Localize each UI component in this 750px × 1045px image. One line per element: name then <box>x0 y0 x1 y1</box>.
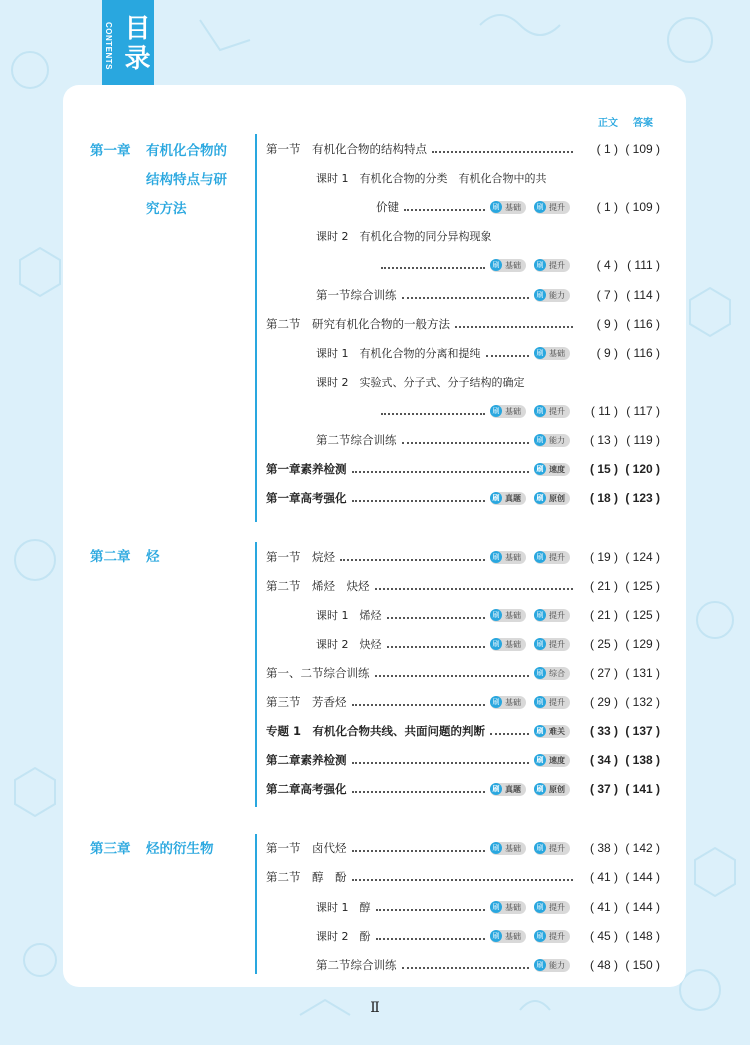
toc-row[interactable] <box>316 897 660 917</box>
tag-group <box>490 405 570 418</box>
page-refs <box>578 870 660 884</box>
tag-group <box>490 551 570 564</box>
toc-row[interactable] <box>376 401 660 421</box>
tag-text: 提升 <box>549 202 565 212</box>
text-page: ( 21 ) <box>589 608 618 622</box>
answer-page: ( 125 ) <box>625 608 660 622</box>
column-header-answer: 答案 <box>633 118 653 129</box>
tag-text: 速度 <box>549 464 565 474</box>
toc-label: 第一章高考强化 <box>266 491 347 505</box>
toc-row[interactable] <box>316 168 660 188</box>
toc-row[interactable] <box>266 314 660 334</box>
leader-dots <box>352 471 530 473</box>
practice-tag <box>534 201 570 214</box>
text-page: ( 48 ) <box>589 958 618 972</box>
tag-text: 基础 <box>505 406 521 416</box>
brush-icon: 刷 <box>534 725 546 737</box>
brush-icon: 刷 <box>534 201 546 213</box>
tag-group <box>490 259 570 272</box>
page-refs <box>578 929 660 943</box>
leader-dots <box>387 646 486 648</box>
answer-page: ( 125 ) <box>625 579 660 593</box>
tag-group <box>490 930 570 943</box>
tag-group <box>490 696 570 709</box>
tag-group <box>534 289 570 302</box>
practice-tag <box>490 405 526 418</box>
tag-group <box>490 609 570 622</box>
brush-icon: 刷 <box>534 609 546 621</box>
tag-text: 真题 <box>505 493 521 503</box>
practice-tag <box>534 901 570 914</box>
page-refs <box>578 346 660 360</box>
practice-tag <box>490 696 526 709</box>
answer-page: ( 142 ) <box>625 841 660 855</box>
toc-row[interactable] <box>266 692 660 712</box>
practice-tag <box>534 696 570 709</box>
toc-label: 第一、二节综合训练 <box>266 666 370 680</box>
toc-row[interactable] <box>266 576 660 596</box>
leader-dots <box>352 704 486 706</box>
brush-icon: 刷 <box>490 405 502 417</box>
answer-page: ( 132 ) <box>625 695 660 709</box>
text-page: ( 25 ) <box>589 637 618 651</box>
tag-text: 能力 <box>549 435 565 445</box>
tag-group <box>534 463 570 476</box>
brush-icon: 刷 <box>534 347 546 359</box>
answer-page: ( 109 ) <box>625 142 660 156</box>
chapter-2-divider <box>255 542 257 807</box>
toc-label: 课时 2 炔烃 <box>316 638 382 651</box>
page-refs <box>578 288 660 302</box>
answer-page: ( 124 ) <box>625 550 660 564</box>
toc-row[interactable] <box>316 372 660 392</box>
tag-text: 提升 <box>549 843 565 853</box>
page-refs <box>578 491 660 505</box>
answer-page: ( 114 ) <box>626 288 660 302</box>
tag-group <box>490 492 570 505</box>
toc-label: 第二节综合训练 <box>316 433 397 447</box>
leader-dots <box>455 326 573 328</box>
page-refs <box>578 608 660 622</box>
chapter-title-line: 结构特点与研 <box>146 172 227 188</box>
text-page: ( 37 ) <box>589 782 618 796</box>
toc-row[interactable] <box>376 197 660 217</box>
answer-page: ( 148 ) <box>625 929 660 943</box>
brush-icon: 刷 <box>490 551 502 563</box>
page-refs <box>578 637 660 651</box>
brush-icon: 刷 <box>534 259 546 271</box>
leader-dots <box>404 209 485 211</box>
text-page: ( 9 ) <box>596 317 618 331</box>
toc-row[interactable] <box>266 139 660 159</box>
leader-dots <box>402 967 530 969</box>
text-page: ( 21 ) <box>589 579 618 593</box>
brush-icon: 刷 <box>490 696 502 708</box>
tag-text: 提升 <box>549 902 565 912</box>
practice-tag <box>490 551 526 564</box>
brush-icon: 刷 <box>534 405 546 417</box>
toc-label: 第一节综合训练 <box>316 288 397 302</box>
practice-tag <box>534 609 570 622</box>
practice-tag <box>534 754 570 767</box>
tag-text: 基础 <box>505 552 521 562</box>
practice-tag <box>534 959 570 972</box>
answer-page: ( 111 ) <box>627 258 660 272</box>
brush-icon: 刷 <box>490 901 502 913</box>
contents-title: 目录 <box>120 14 150 74</box>
answer-page: ( 129 ) <box>625 637 660 651</box>
answer-page: ( 131 ) <box>625 666 660 680</box>
toc-row[interactable] <box>266 547 660 567</box>
chapter-1-title[interactable] <box>90 137 250 224</box>
chapter-3-divider <box>255 834 257 974</box>
page-refs <box>578 462 660 476</box>
page-refs <box>578 404 660 418</box>
toc-row[interactable] <box>266 459 660 479</box>
leader-dots <box>387 617 486 619</box>
toc-row[interactable] <box>376 255 660 275</box>
answer-page: ( 119 ) <box>626 433 660 447</box>
tag-text: 基础 <box>505 902 521 912</box>
toc-row[interactable] <box>266 838 660 858</box>
answer-page: ( 141 ) <box>625 782 660 796</box>
practice-tag <box>534 492 570 505</box>
page-refs <box>578 695 660 709</box>
brush-icon: 刷 <box>490 259 502 271</box>
tag-text: 基础 <box>505 639 521 649</box>
practice-tag <box>534 930 570 943</box>
text-page: ( 34 ) <box>589 753 618 767</box>
brush-icon: 刷 <box>534 667 546 679</box>
tag-text: 真题 <box>505 784 521 794</box>
text-page: ( 4 ) <box>596 258 618 272</box>
toc-row[interactable] <box>316 926 660 946</box>
page-refs <box>578 142 660 156</box>
toc-row[interactable] <box>316 226 660 246</box>
practice-tag <box>490 201 526 214</box>
practice-tag <box>534 434 570 447</box>
leader-dots <box>381 267 485 269</box>
brush-icon: 刷 <box>534 901 546 913</box>
brush-icon: 刷 <box>490 609 502 621</box>
tag-text: 能力 <box>549 290 565 300</box>
leader-dots <box>381 413 485 415</box>
leader-dots <box>340 559 485 561</box>
toc-row[interactable] <box>316 343 660 363</box>
text-page: ( 33 ) <box>589 724 618 738</box>
chapter-number: 第三章 <box>90 841 131 857</box>
toc-row[interactable] <box>266 779 660 799</box>
tag-group <box>490 638 570 651</box>
tag-group <box>490 901 570 914</box>
contents-subtitle: CONTENTS <box>104 22 113 70</box>
answer-page: ( 116 ) <box>626 346 660 360</box>
toc-row[interactable] <box>266 750 660 770</box>
chapter-2-title[interactable] <box>90 543 250 572</box>
answer-page: ( 109 ) <box>625 200 660 214</box>
brush-icon: 刷 <box>534 783 546 795</box>
brush-icon: 刷 <box>490 930 502 942</box>
leader-dots <box>352 850 486 852</box>
practice-tag <box>490 842 526 855</box>
brush-icon: 刷 <box>534 492 546 504</box>
practice-tag <box>534 638 570 651</box>
page-refs <box>578 666 660 680</box>
toc-label: 第二章素养检测 <box>266 753 347 767</box>
toc-label: 第一章素养检测 <box>266 462 347 476</box>
toc-label: 课时 2 有机化合物的同分异构现象 <box>316 230 492 243</box>
text-page: ( 41 ) <box>589 870 618 884</box>
practice-tag <box>534 405 570 418</box>
practice-tag <box>534 347 570 360</box>
practice-tag <box>534 463 570 476</box>
toc-label: 第二节 烯烃 炔烃 <box>266 579 370 593</box>
toc-row[interactable] <box>266 663 660 683</box>
brush-icon: 刷 <box>534 842 546 854</box>
brush-icon: 刷 <box>534 289 546 301</box>
page-refs <box>578 753 660 767</box>
leader-dots <box>352 791 486 793</box>
toc-label: 课时 1 醇 <box>316 901 371 914</box>
answer-page: ( 144 ) <box>625 900 660 914</box>
toc-row[interactable] <box>266 488 660 508</box>
chapter-number: 第二章 <box>90 549 131 565</box>
brush-icon: 刷 <box>490 638 502 650</box>
toc-label: 专题 1 有机化合物共线、共面问题的判断 <box>266 724 486 738</box>
page-refs <box>578 724 660 738</box>
page-refs <box>578 317 660 331</box>
chapter-title-line: 有机化合物的 <box>146 143 227 159</box>
toc-row[interactable] <box>316 634 660 654</box>
toc-row[interactable] <box>316 605 660 625</box>
tag-text: 提升 <box>549 610 565 620</box>
leader-dots <box>376 909 486 911</box>
brush-icon: 刷 <box>490 783 502 795</box>
tag-text: 速度 <box>549 755 565 765</box>
leader-dots <box>490 733 529 735</box>
text-page: ( 7 ) <box>596 288 618 302</box>
brush-icon: 刷 <box>534 434 546 446</box>
toc-label: 课时 1 烯烃 <box>316 609 382 622</box>
practice-tag <box>490 930 526 943</box>
toc-label: 课时 1 有机化合物的分类 有机化合物中的共 <box>316 172 547 185</box>
text-page: ( 9 ) <box>596 346 618 360</box>
tag-group <box>534 959 570 972</box>
column-header-text: 正文 <box>598 118 618 129</box>
tag-text: 综合 <box>549 668 565 678</box>
toc-row[interactable] <box>266 721 660 741</box>
tag-group <box>490 201 570 214</box>
toc-label: 第二节综合训练 <box>316 958 397 972</box>
tag-group <box>534 754 570 767</box>
tag-text: 提升 <box>549 552 565 562</box>
chapter-1-divider <box>255 134 257 522</box>
text-page: ( 1 ) <box>596 142 618 156</box>
tag-group <box>534 667 570 680</box>
leader-dots <box>352 879 574 881</box>
answer-page: ( 144 ) <box>625 870 660 884</box>
toc-row[interactable] <box>266 867 660 887</box>
answer-page: ( 138 ) <box>625 753 660 767</box>
tag-text: 提升 <box>549 931 565 941</box>
practice-tag <box>490 901 526 914</box>
tag-text: 提升 <box>549 406 565 416</box>
practice-tag <box>490 609 526 622</box>
text-page: ( 27 ) <box>589 666 618 680</box>
practice-tag <box>534 289 570 302</box>
page-refs <box>578 579 660 593</box>
leader-dots <box>432 151 573 153</box>
chapter-title-line: 烃的衍生物 <box>146 841 214 857</box>
toc-label: 课时 1 有机化合物的分离和提纯 <box>316 347 481 360</box>
practice-tag <box>534 783 570 796</box>
brush-icon: 刷 <box>534 638 546 650</box>
brush-icon: 刷 <box>534 696 546 708</box>
tag-text: 原创 <box>549 784 565 794</box>
toc-label: 课时 2 实验式、分子式、分子结构的确定 <box>316 376 525 389</box>
tag-text: 能力 <box>549 960 565 970</box>
answer-page: ( 150 ) <box>625 958 660 972</box>
tag-text: 提升 <box>549 260 565 270</box>
page-refs <box>578 958 660 972</box>
leader-dots <box>375 675 530 677</box>
practice-tag <box>490 492 526 505</box>
tag-text: 基础 <box>505 202 521 212</box>
practice-tag <box>534 667 570 680</box>
toc-label: 第一节 烷烃 <box>266 550 335 564</box>
leader-dots <box>352 500 486 502</box>
toc-label: 第一节 卤代烃 <box>266 841 347 855</box>
tag-text: 基础 <box>505 697 521 707</box>
text-page: ( 41 ) <box>589 900 618 914</box>
page-refs <box>578 200 660 214</box>
page-refs <box>578 433 660 447</box>
answer-page: ( 117 ) <box>626 404 660 418</box>
text-page: ( 11 ) <box>590 404 618 418</box>
brush-icon: 刷 <box>534 930 546 942</box>
answer-page: ( 120 ) <box>625 462 660 476</box>
tag-text: 基础 <box>505 610 521 620</box>
text-page: ( 29 ) <box>589 695 618 709</box>
tag-group <box>534 434 570 447</box>
tag-text: 基础 <box>549 348 565 358</box>
practice-tag <box>534 259 570 272</box>
leader-dots <box>376 938 486 940</box>
page-refs <box>578 782 660 796</box>
chapter-title-line: 烃 <box>146 549 160 565</box>
brush-icon: 刷 <box>534 551 546 563</box>
toc-label: 第二节 醇 酚 <box>266 870 347 884</box>
answer-page: ( 123 ) <box>625 491 660 505</box>
text-page: ( 18 ) <box>589 491 618 505</box>
practice-tag <box>534 725 570 738</box>
practice-tag <box>490 259 526 272</box>
practice-tag <box>490 638 526 651</box>
text-page: ( 13 ) <box>589 433 618 447</box>
tag-text: 原创 <box>549 493 565 503</box>
text-page: ( 45 ) <box>589 929 618 943</box>
leader-dots <box>486 355 530 357</box>
toc-row[interactable] <box>316 430 660 450</box>
brush-icon: 刷 <box>534 463 546 475</box>
page-refs <box>578 900 660 914</box>
toc-label: 第二章高考强化 <box>266 782 347 796</box>
toc-row[interactable] <box>316 285 660 305</box>
page-refs <box>578 841 660 855</box>
practice-tag <box>534 551 570 564</box>
text-page: ( 38 ) <box>589 841 618 855</box>
text-page: ( 1 ) <box>596 200 618 214</box>
brush-icon: 刷 <box>490 842 502 854</box>
answer-page: ( 137 ) <box>625 724 660 738</box>
leader-dots <box>402 442 530 444</box>
leader-dots <box>375 588 574 590</box>
chapter-3-title[interactable] <box>90 835 250 864</box>
chapter-number: 第一章 <box>90 143 131 159</box>
practice-tag <box>490 783 526 796</box>
toc-label: 第二节 研究有机化合物的一般方法 <box>266 317 450 331</box>
toc-label: 第一节 有机化合物的结构特点 <box>266 142 427 156</box>
brush-icon: 刷 <box>534 754 546 766</box>
tag-group <box>490 783 570 796</box>
page-refs <box>578 258 660 272</box>
toc-label: 价键 <box>376 200 399 214</box>
brush-icon: 刷 <box>490 201 502 213</box>
tag-text: 提升 <box>549 697 565 707</box>
page-number: Ⅱ <box>370 1000 380 1016</box>
page-refs <box>578 550 660 564</box>
text-page: ( 19 ) <box>589 550 618 564</box>
toc-label: 第三节 芳香烃 <box>266 695 347 709</box>
tag-group <box>490 842 570 855</box>
chapter-title-line: 究方法 <box>146 201 187 217</box>
tag-group <box>534 725 570 738</box>
tag-group <box>534 347 570 360</box>
tag-text: 基础 <box>505 260 521 270</box>
tag-text: 提升 <box>549 639 565 649</box>
tag-text: 基础 <box>505 843 521 853</box>
leader-dots <box>402 297 530 299</box>
brush-icon: 刷 <box>534 959 546 971</box>
toc-label: 课时 2 酚 <box>316 930 371 943</box>
brush-icon: 刷 <box>490 492 502 504</box>
tag-text: 难关 <box>549 726 565 736</box>
text-page: ( 15 ) <box>589 462 618 476</box>
answer-page: ( 116 ) <box>626 317 660 331</box>
tag-text: 基础 <box>505 931 521 941</box>
practice-tag <box>534 842 570 855</box>
leader-dots <box>352 762 530 764</box>
toc-row[interactable] <box>316 955 660 975</box>
